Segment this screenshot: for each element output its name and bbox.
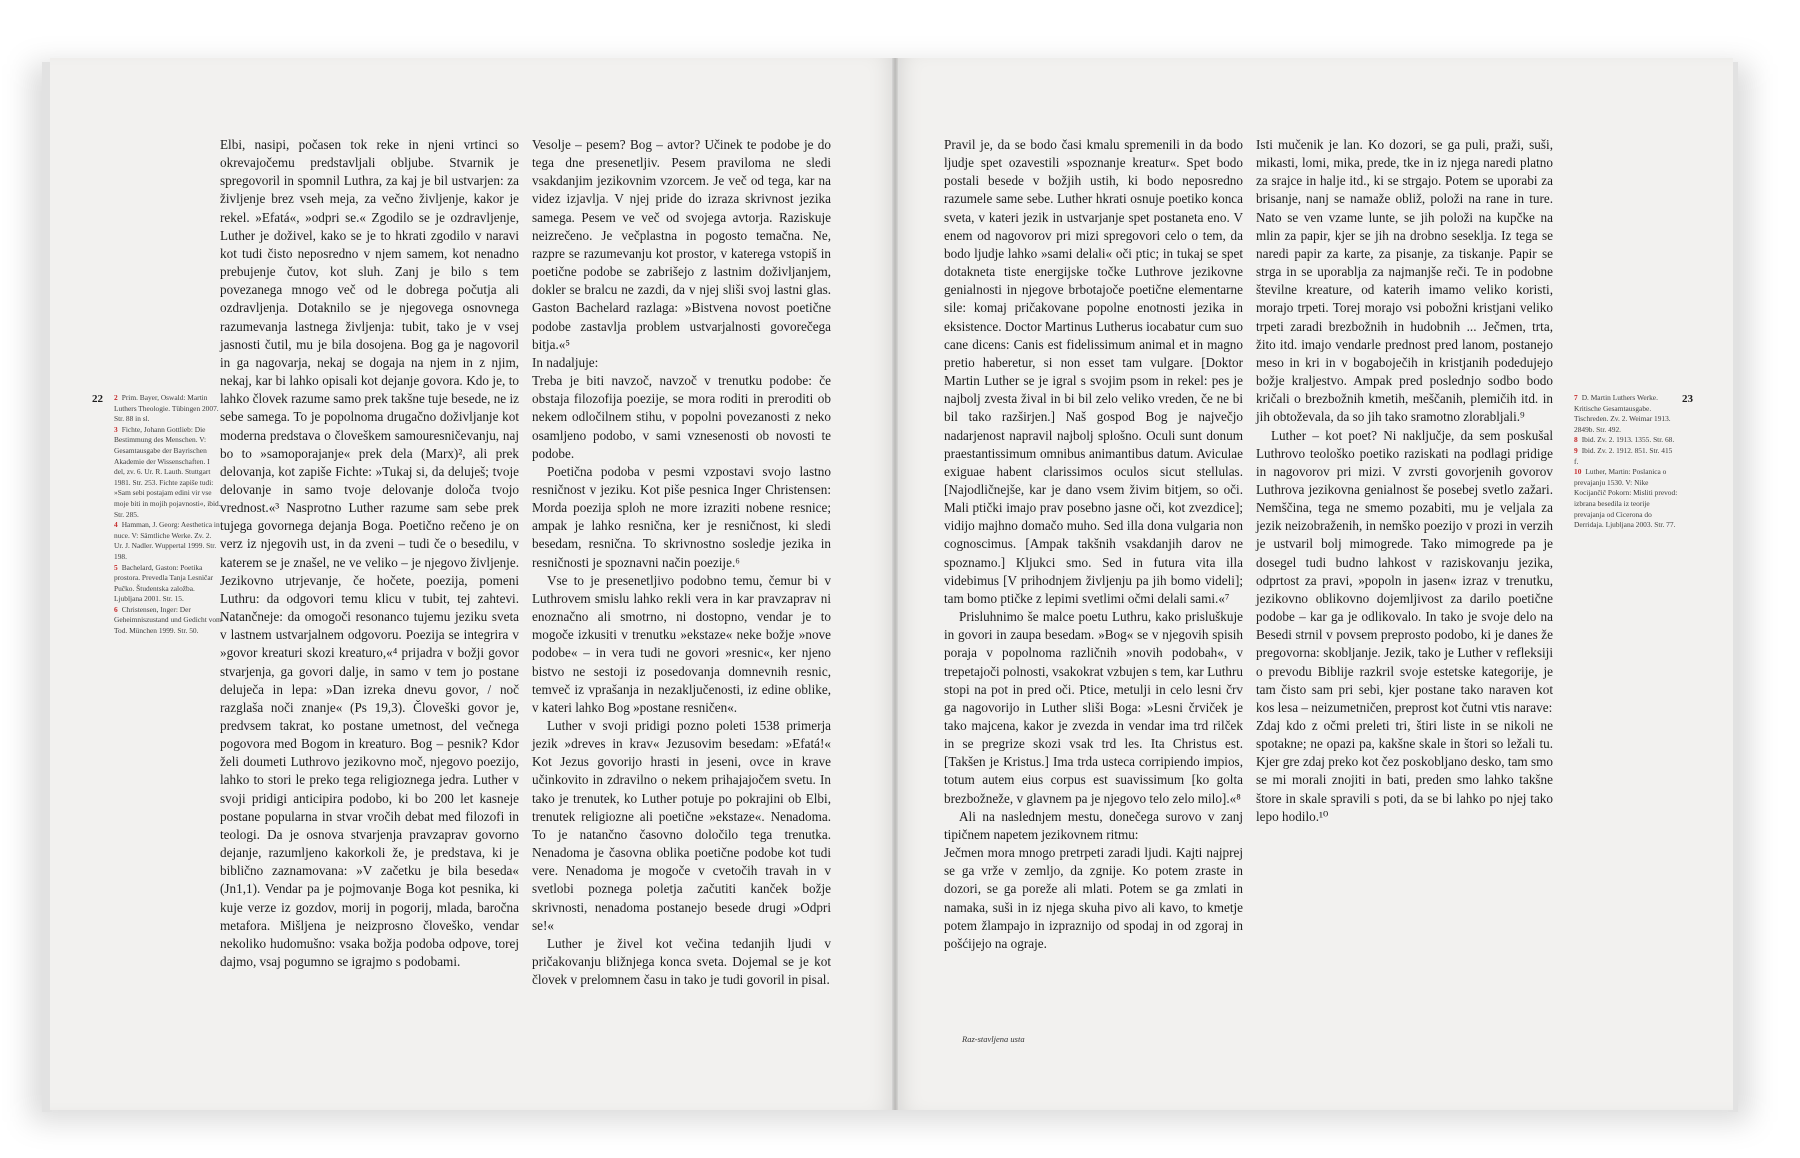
left-footnotes — [114, 393, 222, 637]
paragraph: Luther v svoji pridigi pozno poleti 1538 primerja jezik »dreves in krav« Jezusovim besedam: »Efatá!« Kot Jezus govorijo hrasti in jeseni, ovce in krave učinkovito in zdravilno o nekem prihajajočem svetu. In tako je trenutek, ko Luther potuje po pokrajini ob Elbi, trenutek religiozne ali poetične »ekstaze«. Nenadoma. To je natančno časovno določilo tega trenutka. Nenadoma je časovna oblika poetične podobe kot tudi vere. Nenadoma je mogoče v cvetočih travah in v svetlobi poznega poletja začutiti kanček božje skrivnosti, nenadoma postanejo besede drugi »Odpri se!« — [532, 718, 831, 933]
paragraph: Pravil je, da se bodo časi kmalu spremenili in da bodo ljudje spet ozavestili »spoznanje kreatur«. Spet bodo postali besede v božjih ustih, ki bodo neposredno razumele same sebe. Luther hkrati osnuje poetiko konca sveta, v kateri jezik in ustvarjanje spet postaneta eno. V enem od nagovorov pri mizi spregovori celo o tem, da bodo ljudje lahko »sami delali« oči ptic; in tukaj se spet dotakneta tiste energijske točke Luthrove jezikovne genialnosti in njegove brbotajoče poetične elementarne sile: komaj pričakovane popolne enotnosti jezika in eksistence. Doctor Martinus Lutherus iocabatur cum suo cane dicens: Canis est fidelissimum animal et in magno pretio haberetur, si non esset tam vulgare. [Doktor Martin Luther se je igral s svojim psom in rekel: pes je najbolj zvesta žival in bi bil zelo veliko vreden, če ne bi bil tako razširjen.] Naš gospod Bog je največjo nadarjenost napravil najbolj splošno. Oculi sunt donum praestantissimum omnibus animantibus datum. Aviculae exiguae habent clarissimos oculos sicut stellulas. [Najodličnejše, kar je dano vsem živim bitjem, so oči. Mali ptički imajo prav posebno jasne oči, kot zvezdice]; vidijo majhno domačo muho. Sed illa dona vulgaria non cognoscimus. [Ampak takšnih vsakdanjih darov ne spoznamo.] Kljukci smo. Sed in futura vita illa videbimus [V prihodnjem življenju pa jih bomo videli]; tam bomo ptičke z lepimi svetlimi očmi delali sami.«⁷ — [944, 137, 1243, 606]
left-page-number: 22 — [92, 393, 103, 405]
footnote — [114, 563, 222, 605]
paragraph: Luther je živel kot večina tedanjih ljudi v pričakovanju bližnjega konca sveta. Dojemal se je kot človek v prelomnem času in tako je tudi govoril in pisal. — [532, 935, 831, 988]
right-page-number: 23 — [1682, 393, 1693, 405]
footnote-text: Prim. Bayer, Oswald: Martin Luthers Theologie. Tübingen 2007. Str. 88 in sl. — [114, 393, 219, 424]
footnote — [1574, 393, 1678, 435]
paragraph: Vse to je presenetljivo podobno temu, čemur bi v Luthrovem smislu lahko rekli vera in kar pravzaprav ni enoznačno ali smotrno, ni dostopno, vendar je to mogoče izkusiti v trenutku »ekstaze« neke božje »nove podobe« – in vera tudi ne govori »resnic«, ker njeno bistvo ne sestoji iz posedovanja domnevnih resnic, temveč iz vprašanja in nezaključenosti, iz edine oblike, v kateri lahko Bog »postane resničen«. — [532, 572, 831, 715]
footnote-text: Ibid. Zv. 2. 1913. 1355. Str. 68. — [1581, 435, 1675, 445]
paragraph: In nadaljuje: — [532, 354, 599, 370]
footnote-number: 4 — [114, 520, 118, 530]
footnote — [1574, 435, 1678, 446]
footnote — [114, 520, 222, 562]
footnote-number: 7 — [1574, 393, 1578, 402]
footnote-number: 6 — [114, 604, 118, 614]
footnote-text: Fichte, Johann Gottlieb: Die Bestimmung des Menschen. V: Gesamtausgabe der Bayrischen Akademie der Wissenschaften. I del, zv. 6. Ur. R. Lauth. Stuttgart 1981. Str. 253. Fichte zapiše tudi: »Sam sebi postajam edini vir vse moje biti in mojih pojavnosti«, ibid. Str. 285. — [114, 424, 221, 519]
paragraph: Prisluhnimo še malce poetu Luthru, kako prisluškuje in govori in zaupa besedam. »Bog« se v njegovih spisih poraja v popolnoma različnih »novih podobah«, v trepetajoči polnosti, vsakokrat vzbujen s tem, kar Luthru stopi na pot in pred oči. Ptice, metulji in celo lesni črv ga nagovorijo in Luther sliši Boga: »Lesni črviček je tako majcena, kakor je zvezda in vendar ima trd rilček in se pregrize skozi vsak trd les. Ita Christus est. [Takšen je Kristus.] Ima trda usteca corripiendo impios, totum autem eius corpus est suavissimum [ko golta brezbožneže, v glavnem pa je njegovo telo zelo milo].«⁸ — [944, 609, 1243, 806]
paragraph: Luther – kot poet? Ni naključje, da sem poskušal Luthrovo teološko poetiko raziskati na podlagi pridige in nagovorov pri mizi. V zvrsti govorjenih govorov Luthrova jezikovna genialnost še posebej svetlo zažari. Nemščina, tega ne smemo pozabiti, mu je veljala za jezik neizobraženih, in nemško poezijo v prozi in verzih je ustvaril bolj mimogrede. Tako mimogrede pa je dosegel tudi budno lahkost v raziskovanju jezika, odprtost za pravi, »popoln in jasen« izraz v trenutku, jezikovno oblikovno dojemljivost za darilo poetične podobe – kar ga je odlikovalo. In tako je svoje delo na Besedi strnil v povsem preprosto podobo, ki je danes že pregovorna: skobljanje. Jezik, tako je Luther v refleksiji o prevodu Biblije razkril svoje estetske kategorije, je tam čisto sam pri sebi, kjer postane tako naraven kot kos lesa – neizumetničen, preprost kot čutni vtis narave: — [1256, 427, 1553, 715]
footnote — [114, 425, 222, 520]
paragraph: Ali na naslednjem mestu, donečega surovo v zanj tipičnem napetem jezikovnem ritmu: — [944, 808, 1243, 842]
footnote-text: Christensen, Inger: Der Geheimniszustand und Gedicht vom Tod. München 1999. Str. 50. — [114, 604, 222, 636]
running-title: Raz-stavljena usta — [962, 1034, 1025, 1044]
footnote — [114, 605, 222, 637]
paragraph: Vesolje – pesem? Bog – avtor? Učinek te podobe je do tega dne presenetljiv. Pesem praviloma ne sledi vsakdanjim jezikovnim vzorcem. Je več od tega, kar na videz izjavlja. V njej pride do izraza skrivnost jezika samega. Pesem ve več od svojega avtorja. Raziskuje neizrečeno. Je večplastna in pogosto temačna. Ne, razpre se razumevanju kot prostor, v katerega vstopiš in poetične podobe se zabrišejo z lastnim doživljanjem, dokler se bralcu ne zazdi, da v njej sliši svoj lastni glas. Gaston Bachelard razlaga: »Bistvena novost poetične podobe zastavlja problem ustvarjalnosti govorečega bitja.«⁵ — [532, 137, 831, 352]
footnote-number: 5 — [114, 562, 118, 572]
footnote — [1574, 467, 1678, 531]
footnote — [114, 393, 222, 425]
footnote-number: 10 — [1574, 467, 1582, 477]
footnote-number: 2 — [114, 393, 118, 402]
footnote-number: 8 — [1574, 435, 1578, 445]
footnote-number: 3 — [114, 424, 118, 434]
paragraph: Zdaj kdo z očmi preleti tri, štiri liste in se nikoli ne spotakne; ne opazi pa, kakšne skale in štori so ležali tu. Kjer gre zdaj preko kot čez poskobljano desko, tam smo se mi morali znojiti in bati, preden smo lahko takšne štore in skale spravili s poti, da se bi lahko po njej tako lepo hodilo.¹⁰ — [1256, 718, 1553, 824]
footnote-number: 9 — [1574, 445, 1578, 455]
paragraph: Ječmen mora mnogo pretrpeti zaradi ljudi. Kajti najprej se ga vrže v zemljo, da zgnije. Ko potem zraste in dozori, se ga poreže ali mlati. Potem se ga zmlati in namaka, suši in iz njega skuha pivo ali kavo, to kmetje potem žlampajo in izpraznijo od spodaj in od zgoraj in pošćijejo na ograje. — [944, 845, 1243, 951]
footnote — [1574, 446, 1678, 467]
footnote-text: Bachelard, Gaston: Poetika prostora. Prevedla Tanja Lesničar Pučko. Študentska založba. Ljubljana 2001. Str. 15. — [114, 562, 214, 604]
footnote-text: Luther, Martin: Poslanica o prevajanju 1530. V: Nike Kocijančič Pokorn: Misliti prevod: izbrana besedila iz teorije prevajanja od Cicerona do Derridaja. Ljubljana 2003. Str. 77. — [1574, 467, 1678, 530]
book-gutter — [892, 58, 898, 1110]
footnote-text: Hamman, J. Georg: Aesthetica in nuce. V: Sämtliche Werke. Zv. 2. Ur. J. Nadler. Wuppertal 1999. Str. 198. — [114, 520, 220, 561]
paragraph: Isti mučenik je lan. Ko dozori, se ga puli, praži, suši, mikasti, lomi, mika, prede, tke in iz njega naredi platno za srajce in halje itd., ki se strgajo. Potem se uporabi za brisanje, nanj se namaže obliž, položi na rane in ture. Nato se ven vzame lunte, se jih položi na kupčke na mlin za papir, kjer se jih na drobno sesekljа. Iz tega se naredi papir za karte, za pisanje, za tiskanje. Papir se strga in se uporablja za najmanjše reči. Te in podobne številne kreature, od katerih imamo veliko koristi, morajo trpeti. Torej morajo vsi pobožni kristjani veliko trpeti zaradi brezbožnih in hudobnih ... Ječmen, trta, žito itd. imajo vendarle prednost pred lanom, postanejo meso in kri in v bogaboječih in kristjanih podedujejo božje kraljestvo. Ampak pred poslednjo sodbo bodo kričali o brezbožnih kmetih, meščanih, plemičih itd. in jih obtoževala, da so jih tako sramotno zlorabljali.⁹ — [1256, 137, 1553, 425]
paragraph: Treba je biti navzoč, navzoč v trenutku podobe: če obstaja filozofija poezije, se mora roditi in preroditi ob nekem odločilnem stihu, v popolni povezanosti z neko osamljeno podobo, v sami vznesenosti ob novosti te podobe. — [532, 373, 831, 461]
right-footnotes — [1574, 393, 1678, 531]
left-page-column-1 — [220, 136, 519, 971]
paragraph: Poetična podoba v pesmi vzpostavi svojo lastno resničnost v jeziku. Kot piše pesnica Inger Christensen: Morda poezija sploh ne more izraziti nobene resnice; ampak je lahko resnična, ker je resničnost, ki sledi besedam, resnična. To skrivnostno sosledje jezika in resničnosti je spoznavni način poezije.⁶ — [532, 463, 831, 570]
footnote-text: Ibid. Zv. 2. 1912. 851. Str. 415 f. — [1574, 445, 1673, 466]
right-page-column-2 — [1256, 136, 1553, 826]
right-page-column-1 — [944, 136, 1243, 953]
paragraph: Elbi, nasipi, počasen tok reke in njeni vrtinci so okrevajočemu predstavljali obljube. Stvarnik je spregovoril in spomnil Luthra, za kaj je bil ustvarjen: za življenje brez vseh meja, za večno življenje, kakor je rekel. »Efatá«, »odpri se.« Zgodilo se je ozdravljenje, Luther je doživel, kako se je to hkrati zgodilo v naravi kot tudi čisto neposredno v njem samem, kot nenadno prebujenje čutov, kot sluh. Zanj je bilo s tem povezanega mnogo več od le dobrega počutja ali ozdravljenja. Dotaknilo se je njegovega osnovnega razumevanja lastnega življenja: tubit, tako je v vsej jasnosti čutil, mu je bila dosojena. Bog ga je nagovoril in ga nagovarja, nekaj se dogaja na njem in z njim, nekaj, kar bi lahko opisali kot dejanje govora. Kdo je, to lahko človek razume samo prek takšne tuje besede, ne iz sebe samega. To je popolnoma drugačno doživljanje kot moderna predstava o človeškem samouresničevanju, naj bo to »samoporajanje« prek dela (Marx)², ali prek delovanja, kot zapiše Fichte: »Tukaj si, da deluješ; tvoje delovanje in samo tvoje delovanje določa tvojo vrednost.«³ Nasprotno Luther razume sam sebe prek tujega govornega dejanja Boga. Poetično rečeno je on verz iz njegovih ust, in da zveni – tudi če o besedilu, v katerem se je znašel, ne ve veliko – je njegovo življenje. Jezikovno utrjevanje, če hočete, poezija, pomeni Luthru: da odgovori temu klicu v tubit, tej zahtevi. Natančneje: da omogoči resonanco tujemu jeziku sveta v lastnem ustvarjalnem odgovoru. Poezija se integrira v »govor kreaturi skozi kreaturo,«⁴ prijadra v božji govor stvarjenja, ga govori dalje, in samo v tem jo postane deluječa in lepa: »Dan izreka dnevu govor, / noč razglaša noči znanje« (Ps 19,3). Človeški govor je, predvsem takrat, ko postane umetnost, del večnega pogovora med Bogom in kreaturo. Bog – pesnik? Kdor želi doumeti Luthrovo jezikovno moč, njegovo poezijo, lahko to stori le preko tega religioznega jedra. Luther v svoji pridigi anticipira podobo, ki bo 200 let kasneje postane popularna in stvar vročih debat med filozofi in teologi. Da je osnova stvarjenja pravzaprav govorno dejanje, razumljeno kakorkoli že, je predstava, ki je biblično zaznamovana: »V začetku je bila beseda« (Jn1,1). Vendar pa je pojmovanje Boga kot pesnika, ki kuje verze iz gozdov, morij in pogorij, mlada, baročna metafora. Mišljena je neizprosno človeško, vendar nekoliko hudomušno: vsaka božja podoba odpove, torej dajmo, vsaj pogumno se igrajmo s podobami. — [220, 137, 519, 970]
left-page-column-2 — [532, 136, 831, 989]
footnote-text: D. Martin Luthers Werke. Kritische Gesamtausgabe. Tischreden. Zv. 2. Weimar 1913. 2849b. Str. 492. — [1574, 393, 1671, 434]
